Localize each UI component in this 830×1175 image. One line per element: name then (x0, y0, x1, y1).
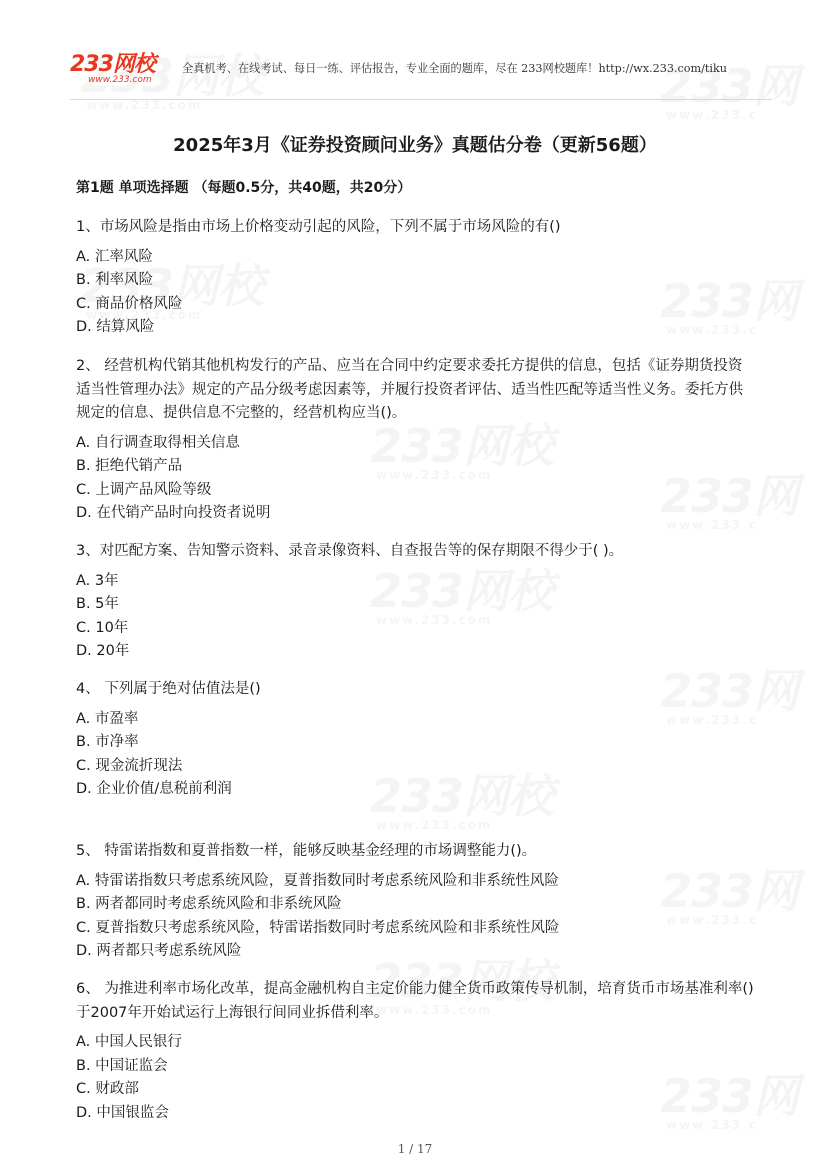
question-3 (76, 540, 756, 664)
question-6 (76, 978, 756, 1125)
option-b: B. 利率风险 (76, 272, 154, 288)
option-b: B. 市净率 (76, 734, 139, 750)
option-c: C. 商品价格风险 (76, 295, 183, 312)
option-b: B. 中国证监会 (76, 1057, 168, 1074)
option-a: A. 特雷诺指数只考虑系统风险，夏普指数同时考虑系统风险和非系统性风险 (76, 872, 559, 889)
question-stem: 2、 经营机构代销其他机构发行的产品、应当在合同中约定要求委托方提供的信息，包括《证券期货投资适当性管理办法》规定的产品分级考虑因素等，并履行投资者评估、适当性匹配等适当性义务。委托方供规定的信息、提供信息不完整的，经营机构应当()。 (76, 358, 743, 421)
option-d: D. 企业价值/息税前利润 (76, 781, 232, 797)
question-stem: 4、 下列属于绝对估值法是() (76, 681, 261, 697)
option-b: B. 5年 (76, 596, 119, 612)
option-a: A. 中国人民银行 (76, 1034, 182, 1050)
question-1 (76, 216, 756, 340)
option-a: A. 汇率风险 (76, 248, 153, 265)
question-stem: 1、市场风险是指由市场上价格变动引起的风险，下列不属于市场风险的有() (76, 219, 561, 235)
option-c: C. 夏普指数只考虑系统风险，特雷诺指数同时考虑系统风险和非系统性风险 (76, 919, 560, 936)
option-a: A. 自行调查取得相关信息 (76, 434, 240, 451)
document-title: 2025年3月《证券投资顾问业务》真题估分卷（更新56题） (173, 135, 657, 156)
question-5 (76, 840, 756, 964)
page-header (0, 0, 830, 100)
option-b: B. 拒绝代销产品 (76, 458, 183, 474)
question-stem: 6、 为推进利率市场化改革，提高金融机构自主定价能力健全货币政策传导机制，培育货币市场基准利率()于2007年开始试运行上海银行间同业拆借利率。 (76, 981, 754, 1021)
option-a: A. 市盈率 (76, 710, 139, 727)
site-logo (70, 47, 155, 85)
option-d: D. 20年 (76, 643, 130, 659)
option-b: B. 两者都同时考虑系统风险和非系统风险 (76, 896, 342, 912)
section-heading: 第1题 单项选择题 （每题0.5分，共40题，共20分） (76, 180, 412, 196)
logo-text: 233网校 (70, 52, 155, 77)
option-c: C. 10年 (76, 619, 129, 636)
option-c: C. 上调产品风险等级 (76, 481, 212, 498)
header-tagline: 全真机考、在线考试、每日一练、评估报告，专业全面的题库，尽在 233网校题库！http://wx.233.com/tiku (182, 62, 727, 75)
question-4 (76, 678, 756, 802)
option-d: D. 在代销产品时向投资者说明 (76, 505, 271, 521)
option-d: D. 结算风险 (76, 319, 155, 335)
header-divider (70, 99, 772, 100)
option-c: C. 现金流折现法 (76, 757, 183, 774)
question-stem: 5、 特雷诺指数和夏普指数一样，能够反映基金经理的市场调整能力()。 (76, 843, 537, 859)
option-d: D. 两者都只考虑系统风险 (76, 943, 242, 959)
question-stem: 3、对匹配方案、告知警示资料、录音录像资料、自查报告等的保存期限不得少于( )。 (76, 543, 624, 559)
page-number: 1 / 17 (397, 1142, 433, 1156)
logo-url: www.233.com (88, 75, 152, 85)
option-c: C. 财政部 (76, 1081, 139, 1097)
option-d: D. 中国银监会 (76, 1104, 169, 1121)
question-2 (76, 355, 756, 526)
option-a: A. 3年 (76, 572, 119, 589)
